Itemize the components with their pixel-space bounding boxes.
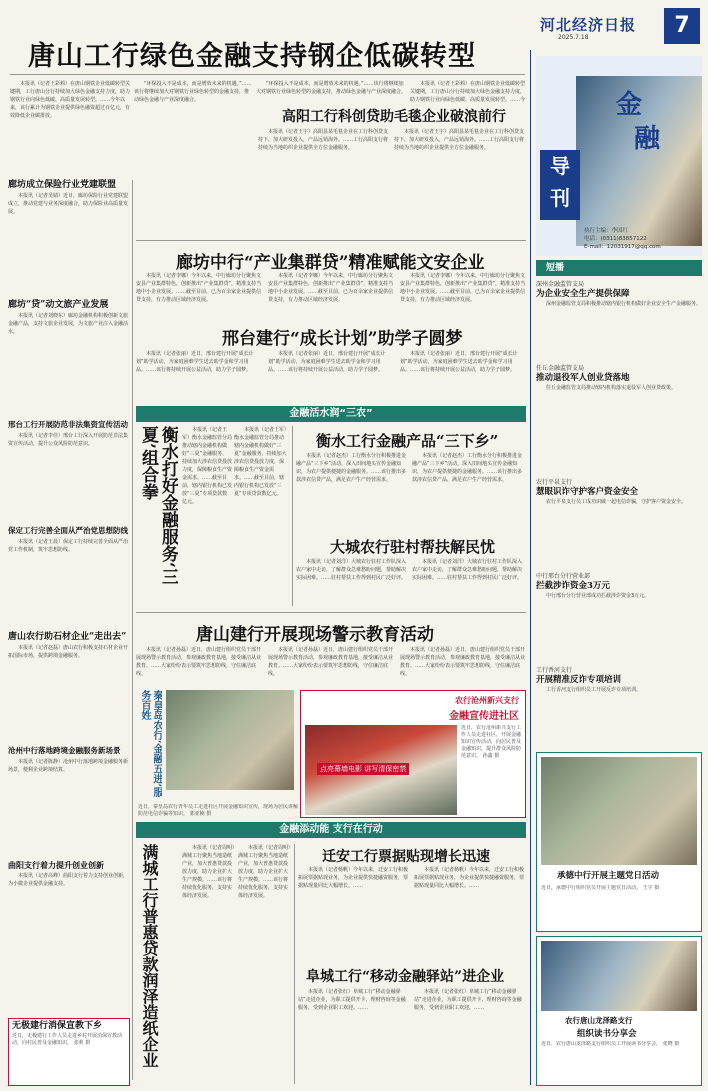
cz-photo — [305, 725, 457, 815]
column-guide — [536, 56, 702, 256]
left-item-3-title: 邢台工行开展防范非法集资宣传活动 — [8, 420, 128, 429]
short-item-1 — [536, 280, 702, 360]
right-photo-2-title2: 组织读书分享会 — [577, 1029, 637, 1039]
left-item-5-title: 唐山农行助石材企业“走出去” — [8, 632, 127, 642]
mancheng-p2: 本报讯（记者周明）满城工行聚焦当地造纸产业，加大普惠贷款投放力度，助力企业扩大生产规模。……该行将持续优化服务，支持实体经济发展。 — [238, 845, 291, 899]
qhd-vertical-headline: 秦皇岛农行‘金融五进’服务百姓 — [139, 690, 162, 797]
mancheng-p1: 本报讯（记者周明）满城工行聚焦当地造纸产业，加大普惠贷款投放力度，助力企业扩大生产规模。……该行将持续优化服务，支持实体经济发展。 — [182, 845, 235, 899]
column-char-1: 金 — [616, 90, 643, 120]
dacheng-headline: 大城农行驻村帮扶解民忧 — [330, 538, 496, 556]
xingtai-text-b — [268, 350, 396, 404]
xingtai-text-a — [136, 350, 264, 404]
main-headline: 唐山工行绿色金融支持钢企低碳转型 — [28, 41, 476, 72]
tangshan-ccb-p3: 本报讯（记者孙磊）近日，唐山建行组织党员干部开展现场警示教育活动，参观廉政教育基地，接受廉洁从业教育。……大家纷纷表示要筑牢思想防线，守住廉洁底线。 — [400, 647, 526, 677]
left-item-4-title: 保定工行完善全面从严治党思想防线 — [8, 526, 128, 535]
sannong-vtext-p2: 本报讯（记者王军）衡水金融监管分局推动辖内金融机构做好“三夏”金融服务，持续加大涉农信贷投放力度，保障粮食生产资金需求。……截至目前，辖内银行机构已发放“三夏”专项贷款数亿元。 — [234, 427, 287, 497]
left-item-7-title: 曲阳支行着力提升创业创新 — [8, 860, 104, 870]
short-item-5-title: 开展精准反诈专项培训 — [536, 675, 622, 685]
sannong-vertical-headline: 衡水打好金融服务‘三夏’组合拳 — [138, 426, 178, 585]
issue-date: 2025.7.18 — [558, 34, 589, 41]
fucheng-headline: 阜城工行“移动金融驿站”进企业 — [306, 969, 505, 985]
left-item-5-text: 本报讯（记者赵磊）唐山农行积极支持石材企业开拓国际市场，提供跨境金融服务。 — [8, 645, 129, 659]
short-item-1-source: 深州金融监管支局 — [536, 281, 585, 288]
cz-banner: 点亮幕墙电影 讲写清保密禁 — [317, 763, 409, 775]
main-story-p3: “环保投入不是成本，而是增效未来的机遇。”……该行将继续加大对钢铁行业绿色转型的金融支持，推动绿色金融与产业深度融合。 — [256, 81, 406, 95]
xingtai-headline: 邢台建行“成长计划”助学子圆梦 — [222, 329, 463, 349]
gaoyang-p1: 本报讯（记者王宇）高阳县某毛毯企业在工行科创贷支持下，加大研发投入，产品远销海外。……工行高阳支行将持续为当地纺织企业提供全方位金融服务。 — [258, 129, 389, 151]
short-item-3-text: 农行平泉支行员工成功识破一起电信诈骗，守护客户资金安全。 — [546, 499, 687, 505]
right-photo-1-author: 王宇 摄 — [642, 885, 660, 891]
main-story-p4: 本报讯（记者王彩莉）在唐山钢铁企业低碳转型关键期，工行唐山分行持续加大绿色金融支持力度，助力钢铁行业向绿色低碳、高质量发展转型。……今 — [410, 81, 525, 103]
short-item-4-title: 拦截涉诈资金3万元 — [536, 581, 610, 591]
left-item-5 — [8, 630, 130, 740]
qhd-caption: 近日，秦皇岛农行青年员工走进社区开展金融知识宣传，现场为居民讲解防范电信诈骗等知识。 — [138, 804, 298, 817]
main-story-text2 — [134, 80, 252, 240]
qianan-p1: 本报讯（记者杨帆）今年以来，迁安工行积极拓展票据贴现业务，为企业提供快捷融资服务，票据贴现量同比大幅增长。…… — [298, 867, 409, 889]
main-story-p2: “环保投入不是成本，而是增效未来的机遇。”……该行将继续加大对钢铁行业绿色转型的金融支持，推动绿色金融与产业深度融合。 — [134, 81, 252, 103]
main-story-text4 — [410, 80, 525, 104]
left-item-2-title: 廊坊“贷”动文旅产业发展 — [8, 300, 109, 310]
left-photo-title: 无极建行消保宣教下乡 — [12, 1021, 103, 1031]
left-item-3 — [8, 418, 130, 518]
right-photo-1-caption: 近日，承德中行组织党员开展主题党日活动。 — [541, 885, 642, 891]
langfang-p2: 本报讯（记者李娜）今年以来，中行廊坊分行聚焦文安县产业集群特色，创新推出“产业集群贷”，精准支持当地中小企业发展。……截至目前，已为百余家企业提供信贷支持，有力推动区域经济发展。 — [268, 273, 394, 303]
gaoyang-headline: 高阳工行科创贷助毛毯企业破浪前行 — [282, 109, 506, 125]
short-item-2-source: 任丘金融监管支局 — [536, 365, 585, 372]
paper-name: 河北经济日报 — [540, 16, 637, 34]
main-story-text — [10, 80, 130, 178]
left-photo-box — [8, 1018, 130, 1086]
short-item-3-title: 慧眼识诈守护客户资金安全 — [536, 487, 639, 497]
left-item-6-text: 本报讯（记者陈静）沧州中行落地跨境金融服务新场景，便利企业跨境结算。 — [8, 759, 129, 773]
right-photo-1-image — [541, 757, 697, 865]
fucheng-p2: 本报讯（记者张红）阜城工行“移动金融驿站”走进企业，为职工提供开卡、理财咨询等金融服务，受到企业职工欢迎。…… — [414, 989, 522, 1011]
short-item-1-text: 深州金融监管支局积极推动辖内银行机构做好企业安全生产金融服务。 — [546, 301, 702, 307]
short-item-4 — [536, 572, 702, 662]
left-photo-caption: 近日，无极建行工作人员走进乡村开展消保宣教活动，向村民普及金融知识。 — [12, 1033, 123, 1046]
column-editor: 执行主编：李国红 — [584, 228, 629, 234]
langfang-text-c — [400, 272, 526, 320]
qhd-caption-box — [138, 804, 298, 818]
main-story-p1: 本报讯（记者王彩莉）在唐山钢铁企业低碳转型关键期，工行唐山分行持续加大绿色金融支持力度，助力钢铁行业向绿色低碳、高质量发展转型。……今年以来，该行累计为钢铁企业提供绿色融资超过百亿元，有效降低企业碳排放。 — [10, 81, 130, 119]
qianan-p2: 本报讯（记者杨帆）今年以来，迁安工行积极拓展票据贴现业务，为企业提供快捷融资服务，票据贴现量同比大幅增长。…… — [414, 867, 525, 889]
dacheng-p2: 本报讯（记者刘洋）大城农行驻村工作队深入农户家中走访，了解群众急难愁盼问题，帮助解决实际困难。……驻村帮扶工作得到村民广泛好评。 — [412, 559, 523, 581]
gaoyang-text-a — [258, 128, 390, 238]
dacheng-p1: 本报讯（记者刘洋）大城农行驻村工作队深入农户家中走访，了解群众急难愁盼问题，帮助解决实际困难。……驻村帮扶工作得到村民广泛好评。 — [296, 559, 407, 581]
short-item-5 — [536, 666, 702, 750]
short-item-5-text: 工行香河支行组织员工开展反诈专项培训。 — [546, 687, 642, 693]
sannong-vtext-a — [182, 426, 232, 608]
qianan-text-b — [414, 866, 526, 962]
sannong-vtext-p1: 本报讯（记者王军）衡水金融监管分局推动辖内金融机构做好“三夏”金融服务，持续加大涉农信贷投放力度，保障粮食生产资金需求。……截至目前，辖内银行机构已发放“三夏”专项贷款数亿元。 — [182, 427, 232, 505]
main-story-text3 — [256, 80, 406, 104]
qianan-headline: 迁安工行票据贴现增长迅速 — [322, 849, 490, 865]
fucheng-p1: 本报讯（记者张红）阜城工行“移动金融驿站”走进企业，为职工提供开卡、理财咨询等金融服务，受到企业职工欢迎。…… — [298, 989, 406, 1011]
masthead — [540, 8, 700, 48]
qhd-author: 郭亚楠 摄 — [189, 811, 212, 817]
langfang-text-a — [136, 272, 264, 320]
xingtai-text-c — [400, 350, 526, 404]
page-number: 7 — [664, 8, 700, 44]
left-item-7 — [8, 858, 130, 978]
mancheng-text-b — [238, 844, 292, 1084]
short-item-4-text: 中行邢台分行营业部成功拦截涉诈资金3万元。 — [546, 593, 650, 599]
right-photo-1 — [536, 752, 702, 932]
short-item-1-title: 为企业安全生产提供保障 — [536, 289, 630, 299]
fucheng-text-a — [298, 988, 410, 1084]
qhd-photo — [166, 690, 294, 790]
right-photo-2-author: 张晓 摄 — [662, 1041, 680, 1047]
short-news-label-text: 短播 — [546, 263, 565, 273]
sannong-bar: 金融活水润“三农” — [136, 406, 526, 422]
mancheng-vertical-box — [140, 844, 180, 1084]
guide-char-1: 导 — [550, 154, 570, 178]
short-item-2-text: 任丘金融监管支局推动辖内机构落实退役军人创业贷政策。 — [546, 385, 677, 391]
langfang-p1: 本报讯（记者李娜）今年以来，中行廊坊分行聚焦文安县产业集群特色，创新推出“产业集群贷”，精准支持当地中小企业发展。……截至目前，已为百余家企业提供信贷支持，有力推动区域经济发展。 — [136, 273, 262, 303]
gaoyang-p2: 本报讯（记者王宇）高阳县某毛毯企业在工行科创贷支持下，加大研发投入，产品远销海外。……工行高阳支行将持续为当地纺织企业提供全方位金融服务。 — [394, 129, 525, 151]
langfang-p3: 本报讯（记者李娜）今年以来，中行廊坊分行聚焦文安县产业集群特色，创新推出“产业集群贷”，精准支持当地中小企业发展。……截至目前，已为百余家企业提供信贷支持，有力推动区域经济发展。 — [400, 273, 526, 303]
short-news-label — [536, 260, 702, 276]
sannong-vtext-b — [234, 426, 288, 608]
left-item-4-text: 本报讯（记者王晨）保定工行持续完善全面从严治党工作机制，筑牢思想防线。 — [8, 539, 129, 553]
langfang-text-b — [268, 272, 396, 320]
left-item-2 — [8, 298, 130, 416]
tangshan-ccb-text-c — [400, 646, 526, 686]
fucheng-text-b — [414, 988, 526, 1084]
column-guide-label — [540, 150, 580, 220]
mancheng-vertical-headline: 满城工行普惠贷款润泽造纸企业 — [140, 844, 159, 1068]
qhd-vertical-box — [138, 690, 162, 802]
dacheng-text-a — [296, 558, 408, 608]
right-photo-2 — [536, 936, 702, 1086]
tangshan-ccb-p2: 本报讯（记者孙磊）近日，唐山建行组织党员干部开展现场警示教育活动，参观廉政教育基地，接受廉洁从业教育。……大家纷纷表示要筑牢思想防线，守住廉洁底线。 — [268, 647, 394, 677]
left-item-4 — [8, 524, 130, 624]
jinrong-bar: 金融添动能 支行在行动 — [136, 822, 526, 838]
short-news-list — [536, 280, 702, 750]
qianan-text-a — [298, 866, 410, 962]
left-item-2-text: 本报讯（记者刘晓东）廊坊金融机构积极创新文旅金融产品，支持文旅企业发展，为文旅产业注入金融活水。 — [8, 313, 129, 335]
tangshan-ccb-text-b — [268, 646, 396, 686]
langfang-headline: 廊坊中行“产业集群贷”精准赋能文安企业 — [176, 253, 485, 273]
right-photo-1-title: 承德中行开展主题党日活动 — [557, 871, 660, 881]
short-item-2 — [536, 364, 702, 474]
hengshui-p2: 本报讯（记者赵杰）工行衡水分行积极推进金融产品“三下乡”活动，深入田间地头宣传金融知识，为农户提供便捷的金融服务。……该行推出多款涉农信贷产品，满足农户生产经营需求。 — [412, 453, 523, 483]
hengshui-p1: 本报讯（记者赵杰）工行衡水分行积极推进金融产品“三下乡”活动，深入田间地头宣传金融知识，为农户提供便捷的金融服务。……该行推出多款涉农信贷产品，满足农户生产经营需求。 — [296, 453, 407, 483]
column-email: E-mail：12031917@qq.com — [584, 244, 661, 250]
right-photo-2-caption: 近日，农行唐山龙泽路支行组织员工开展读书分享会。 — [541, 1041, 662, 1047]
sannong-vertical-box — [138, 426, 178, 608]
right-photo-2-image — [541, 941, 697, 1011]
hengshui-text-b — [412, 452, 526, 532]
left-column — [8, 178, 130, 1016]
short-item-3 — [536, 478, 702, 568]
xingtai-p3: 本报讯（记者张丽）近日，邢台建行开展“成长计划”助学活动，为家庭困难学生送去助学金和学习用品。……该行将持续开展公益活动，助力学子圆梦。 — [400, 351, 518, 373]
tangshan-ccb-headline: 唐山建行开展现场警示教育活动 — [196, 625, 434, 645]
xingtai-p2: 本报讯（记者张丽）近日，邢台建行开展“成长计划”助学活动，为家庭困难学生送去助学金和学习用品。……该行将持续开展公益活动，助力学子圆梦。 — [268, 351, 386, 373]
left-item-3-text: 本报讯（记者李佳）邢台工行深入开展防范非法集资宣传活动，提升公众风险防范意识。 — [8, 433, 129, 447]
xingtai-p1: 本报讯（记者张丽）近日，邢台建行开展“成长计划”助学活动，为家庭困难学生送去助学金和学习用品。……该行将持续开展公益活动，助力学子圆梦。 — [136, 351, 254, 373]
left-item-1-text: 本报讯（记者吴婧）近日，廊坊保险行业党建联盟成立，推动党建与业务深度融合，助力保险业高质量发展。 — [8, 193, 129, 215]
tangshan-ccb-text-a — [136, 646, 264, 686]
left-photo-author: 张莉 摄 — [73, 1040, 91, 1046]
cz-title: 农行沧州新兴支行 — [455, 696, 519, 705]
guide-char-2: 刊 — [550, 186, 570, 210]
left-item-1-title: 廊坊成立保险行业党建联盟 — [8, 180, 117, 190]
column-phone: 电话：(0311)83857122 — [584, 236, 647, 242]
cz-caption: 近日，农行沧州新兴支行工作人员走进社区，开展金融知识宣传活动，向居民普及金融知识，提升群众风险防范意识。 — [461, 725, 522, 759]
short-item-3-source: 农行平泉支行 — [536, 479, 573, 486]
dacheng-text-b — [412, 558, 526, 608]
hengshui-headline: 衡水工行金融产品“三下乡” — [316, 432, 499, 450]
short-item-4-source: 中行邢台分行营业部 — [536, 573, 591, 580]
gaoyang-text-b — [394, 128, 526, 238]
mancheng-text-a — [182, 844, 236, 1084]
tangshan-ccb-p1: 本报讯（记者孙磊）近日，唐山建行组织党员干部开展现场警示教育活动，参观廉政教育基地，接受廉洁从业教育。……大家纷纷表示要筑牢思想防线，守住廉洁底线。 — [136, 647, 262, 677]
column-char-2: 融 — [634, 124, 661, 154]
hengshui-text-a — [296, 452, 408, 532]
short-item-2-title: 推动退役军人创业贷落地 — [536, 373, 630, 383]
right-photo-2-title: 农行唐山龙泽路支行 — [565, 1016, 633, 1025]
cz-photo-box — [300, 690, 526, 818]
left-item-6-title: 沧州中行落地跨境金融服务新场景 — [8, 746, 121, 755]
left-item-1 — [8, 178, 130, 296]
cz-title2: 金融宣传进社区 — [449, 711, 519, 722]
short-item-5-source: 工行香河支行 — [536, 667, 573, 674]
cz-author: 孙鑫 摄 — [482, 753, 500, 759]
left-item-7-text: 本报讯（记者高峰）曲阳支行着力支持创业创新，为小微企业提供金融支持。 — [8, 873, 129, 887]
left-item-6 — [8, 744, 130, 854]
